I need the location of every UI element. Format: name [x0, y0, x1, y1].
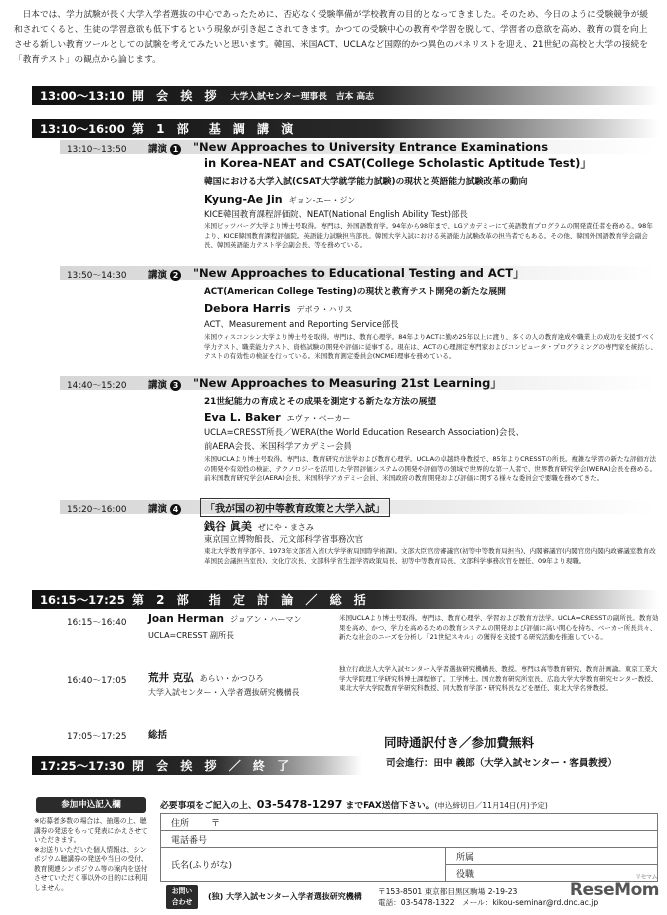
closing-time: 17:25〜17:30: [40, 758, 125, 773]
closing-bar: [32, 756, 362, 775]
discussion1-affiliation: UCLA=CRESST 副所長: [148, 631, 235, 640]
form-table: [160, 813, 658, 882]
discussion2-time: 16:40〜17:05: [67, 676, 127, 686]
discussion2-affiliation: 大学入試センター・入学者選抜研究機構長: [148, 688, 300, 697]
lecture1-role: KICE韓国教育課程評価院、NEAT(National English Ability Test)部長: [204, 209, 468, 219]
part2-time: 16:15〜17:25: [40, 592, 125, 607]
lecture3-role2: 前AERA会長、米国科学アカデミー会員: [204, 441, 352, 451]
lecture2-time: 13:50〜14:30: [67, 271, 127, 281]
opening-title: 開 会 挨 拶: [132, 89, 221, 103]
postal-mark: 〒: [211, 818, 221, 829]
discussion1-name: Joan Herman ジョアン・ハーマン: [148, 613, 302, 625]
lecture4-kana: ぜにや・まさみ: [257, 523, 314, 532]
resemom-logo: ReseMom リセマム: [569, 874, 659, 900]
lecture1-title-en2: in Korea-NEAT and CSAT(College Scholastic Aptitude Test)」: [204, 156, 592, 170]
address-field[interactable]: 住所 〒: [161, 814, 658, 831]
lecture3-num: 3: [170, 380, 181, 391]
discussion2-bio: 独立行政法人大学入試センター入学者選抜研究機構長、教授。専門は高等教育研究、教育計画論。東京工業大学大学院理工学研究科博士課程修了。工学博士。国立教育研究所室長、広島大学大学教育研究センター教授、東北大学大学院教育学研究科教授、同大教育学部・研究科長などを歴任、東北大学名誉教授。: [339, 665, 658, 692]
lecture3-role: UCLA=CRESST所長／WERA(the World Education Research Association)会長、: [204, 427, 525, 437]
lecture4-time: 15:20〜16:00: [67, 505, 127, 515]
form-heading: 参加申込記入欄: [36, 797, 146, 813]
lecture4-role: 東京国立博物館長、元文部科学省事務次官: [204, 534, 364, 544]
deadline: (申込締切日／11月14日(月)予定): [434, 801, 548, 810]
lecture2-bio: 米国ウィスコンシン大学より博士号を取得。専門は、教育心理学。84年よりACTに勤め25年以上に渡り、多くの人の教育達成や職業上の成功を支援すべく学力テスト、職業能力テスト、資格試験の開発や評価に従事する。現在は、ACTの心理測定専門家およびコンピュータ・プログラミングの専門家を統括し、テストの有効性の検証を行っている。米国教育測定委員会(NCME)理事を務めている。: [204, 333, 658, 361]
lecture2-role: ACT、Measurement and Reporting Service部長: [204, 319, 399, 329]
opening-speaker: 大学入試センター理事長 吉本 高志: [230, 92, 375, 102]
form-instructions: 必要事項をご記入の上、03-5478-1297 までFAX送信下さい。(申込締切日／11月14日(月)予定): [160, 798, 548, 811]
note-2: ※お送りいただいた個人情報は、シンポジウム聴講券の発送や当日の受付、教育関連シンポジウム等の案内を送付させていただく事以外の目的には利用しません。: [34, 845, 148, 892]
discussion1-kana: ジョアン・ハーマン: [229, 615, 302, 624]
part1-title: 第 1 部 基 調 講 演: [132, 122, 298, 136]
lecture3-title-jp: 21世紀能力の育成とその成果を測定する新たな方法の展望: [204, 397, 437, 407]
part2-bar: [32, 590, 658, 609]
lecture2-title-jp: ACT(American College Testing)の現状と教育テスト開発の新たな展開: [204, 287, 506, 297]
lecture1-label: 講演 1: [148, 141, 181, 155]
discussion1-bio: 米国UCLAより博士号取得。専門は、教育心理学、学習および教育方法学。UCLA=CRESSTの副所長。教育効果を高め、かつ、学力を高めるための教育システムの開発および評価に高い関心を持ち、ベーカー所長共々、新たな社会のニーズを分析し「21世紀スキル」の獲得を支援する研究活動を推進している。: [339, 614, 659, 641]
registration-form: [160, 797, 658, 882]
lecture2-title-en: "New Approaches to Educational Testing and ACT」: [193, 266, 525, 280]
name-field[interactable]: 氏名(ふりがな): [161, 848, 446, 882]
lecture3-name: Eva L. Baker エヴァ・ベーカー: [204, 411, 351, 424]
contact-label: お問い 合わせ: [166, 885, 198, 909]
part1-bar: [32, 119, 658, 138]
part1-time: 13:10〜16:00: [40, 121, 125, 136]
contact-address: 〒153-8501 東京都目黒区駒場 2-19-23 電話：03-5478-1322 メール：kikou-seminar@rd.dnc.ac.jp: [378, 887, 599, 907]
phone-field[interactable]: 電話番号: [161, 831, 658, 848]
lecture3-title-en: "New Approaches to Measuring 21st Learning」: [193, 376, 502, 390]
lecture3-bio: 米国UCLAより博士号取得。専門は、教育研究方法学および教育心理学。UCLAの卓越終身教授で、85年よりCRESSTの所長。複雑な学習の新たな評価方法の開発や有効性の検証、テクノロジーを活用した学習評価システムの開発や評価等の領域で世界的な第一人者で、世界教育研究学会(WERA)会長を務める。前米国教育研究学会(AERA)会長、米国科学アカデミー会員、米国政府の教育開発および評価に関する様々な委員会で要職を務めてきた。: [204, 455, 657, 483]
lecture1-title-jp: 韓国における大学入試(CSAT大学就学能力試験)の現状と英語能力試験改革の動向: [204, 177, 528, 187]
lecture1-num: 1: [170, 144, 181, 155]
summary-time: 17:05〜17:25: [67, 732, 127, 742]
discussion2-name: 荒井 克弘 あらい・かつひろ: [148, 672, 264, 684]
discussion2-kana: あらい・かつひろ: [199, 674, 264, 683]
lecture1-bio: 米国ピッツバーグ大学より博士号取得。専門は、外国語教育学。94年から98年まで、LGアカデミーにて英語教育プログラムの開発責任者を務める。98年より、KICE韓国教育課程評価院。英語能力試験担当部長。韓国大学入試における英語能力試験改革の担当者でもある。その他、韓国外国語教育学会副会長、韓国英語能力テスト学会副会長、等を務めている。: [204, 222, 653, 250]
lecture2-kana: デボラ・ハリス: [296, 305, 353, 314]
lecture2-num: 2: [170, 270, 181, 281]
lecture3-label: 講演 3: [148, 377, 181, 391]
part2-title: 第 2 部 指 定 討 論 ／ 総 括: [132, 593, 370, 607]
interpretation-note: 同時通訳付き／参加費無料: [384, 735, 535, 750]
intro-paragraph: 日本では、学力試験が長く大学入学者選抜の中心であったために、否応なく受験準備が学校教育の目的となってきました。そのため、今日のように受験競争が緩和されてくると、生徒の学習意欲も低下するという現象が引き起こされてきます。かつての受験中心の教育や学習を脱して、学習者の意欲を高め、教育の質を向上させる新しい教育ツールとしての試験を考えてみたいと思います。韓国、米国ACT、UCLAなど国際的かつ異色のパネリストを迎え、21世紀の高校と大学の接続を「教育テスト」の観点から論じます。: [14, 10, 649, 65]
lecture3-time: 14:40〜15:20: [67, 381, 127, 391]
lecture4-bio: 東北大学教育学部卒、1973年文部省入省(大学学術局国際学術課)。文部大臣官房審議官(初等中等教育局担当)、内閣審議官(内閣官房内閣内政審議室教育改革国民会議担当室長)、文化庁次長、文部科学省生涯学習政策局長、初等中等教育局長、文部科学事務次官を歴任、09年より現職。: [204, 547, 656, 565]
lecture4-title-box: 「我が国の初中等教育政策と大学入試」: [200, 498, 390, 517]
lecture3-kana: エヴァ・ベーカー: [286, 414, 351, 423]
discussion1-time: 16:15〜16:40: [67, 618, 127, 628]
lecture1-kana: ギョン-エー・ジン: [288, 196, 356, 205]
contact-organization: (独) 大学入試センター入学者選抜研究機構: [208, 892, 362, 901]
lecture4-label: 講演 4: [148, 501, 181, 515]
lecture2-name: Debora Harris デボラ・ハリス: [204, 302, 353, 315]
opening-time: 13:00〜13:10: [40, 88, 125, 103]
summary-label: 総括: [148, 730, 168, 741]
closing-title: 閉 会 挨 拶 ／ 終 了: [132, 759, 294, 773]
lecture4-num: 4: [170, 504, 181, 515]
form-notes: [34, 817, 152, 893]
resemom-logo-small: リセマム: [635, 874, 657, 881]
affiliation-field[interactable]: 所属: [446, 848, 658, 865]
lecture2-label: 講演 2: [148, 267, 181, 281]
lecture4-name: 銭谷 眞美 ぜにや・まさみ: [204, 520, 314, 533]
fax-number: 03-5478-1297: [256, 798, 343, 811]
opening-bar: [32, 86, 658, 105]
moderator: 司会進行：田中 義郎（大学入試センター・客員教授）: [386, 758, 617, 769]
position-field[interactable]: 役職: [446, 865, 658, 882]
lecture1-title-en: "New Approaches to University Entrance Examinations: [193, 140, 549, 154]
lecture1-time: 13:10〜13:50: [67, 145, 127, 155]
note-1: ※応募者多数の場合は、抽選の上、聴講券の発送をもって発表にかえさせていただきます。: [34, 817, 148, 844]
lecture1-name: Kyung-Ae Jin ギョン-エー・ジン: [204, 193, 356, 206]
